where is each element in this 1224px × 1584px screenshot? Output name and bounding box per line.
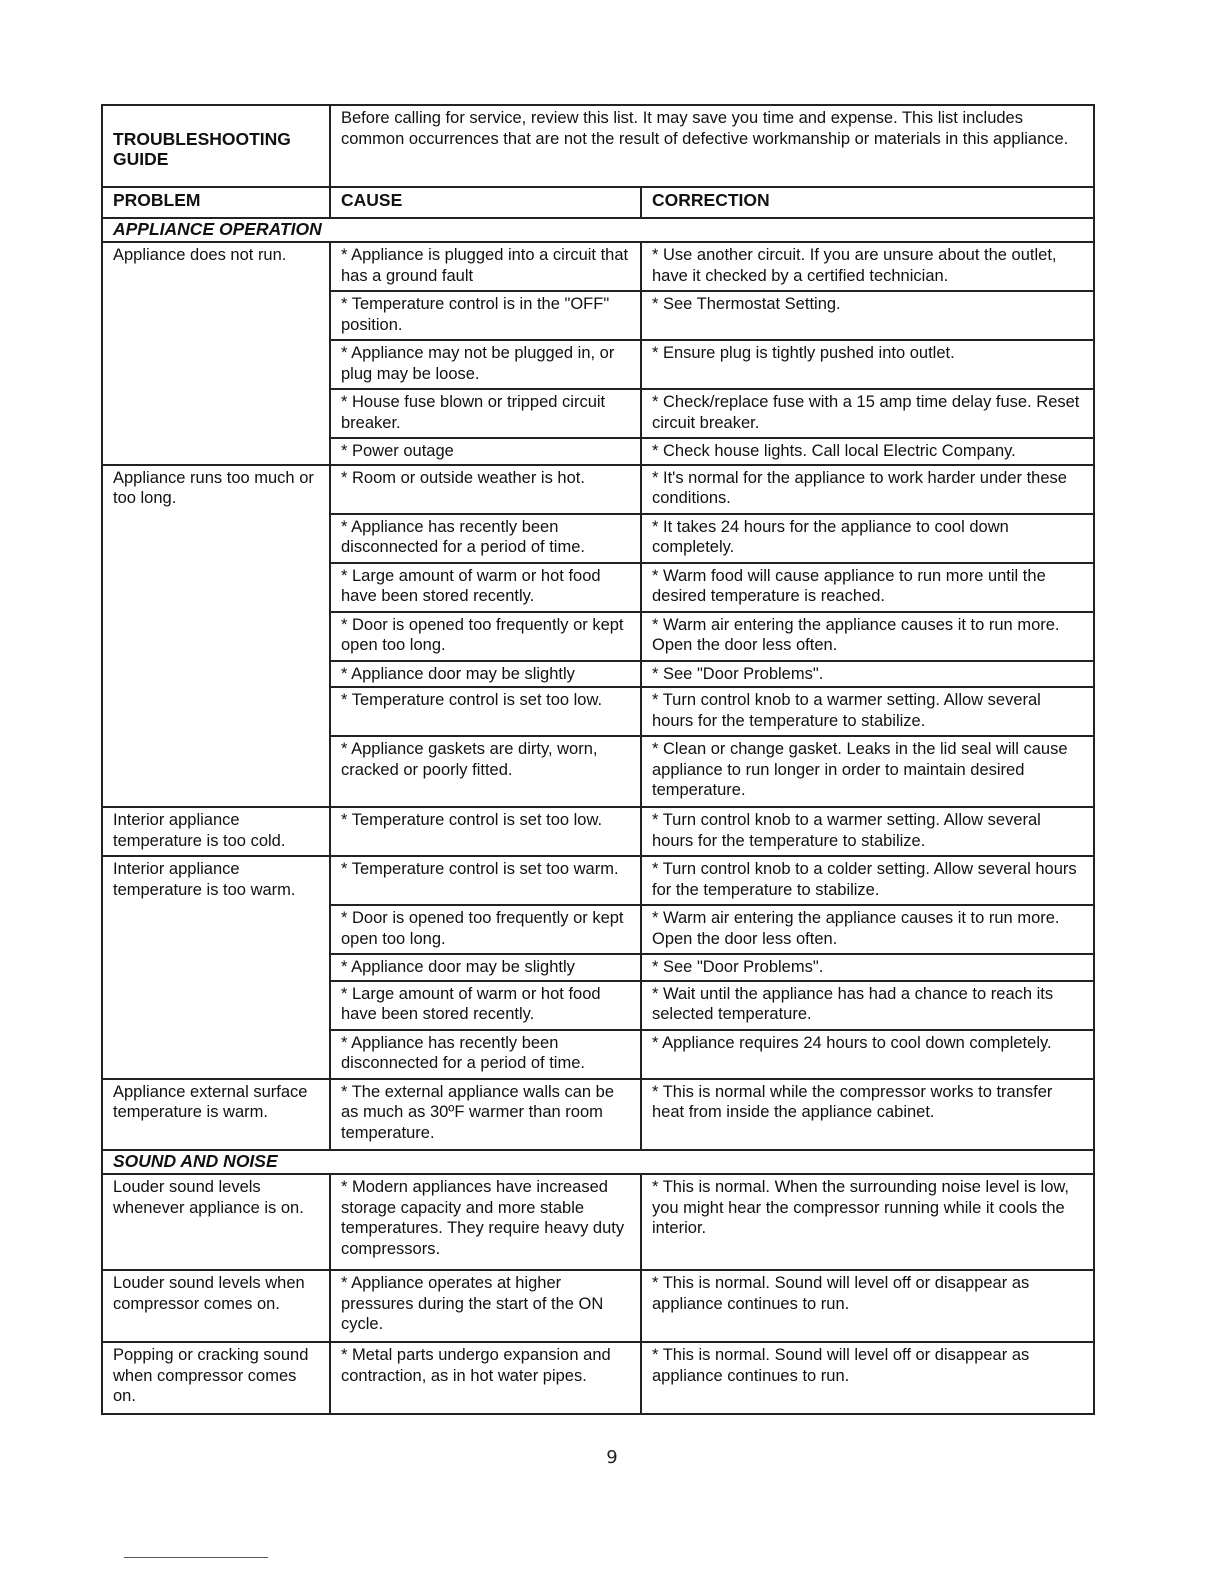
problem-cell: Louder sound levels when compressor comes on. (102, 1270, 330, 1342)
correction-cell: * Warm air entering the appliance causes it to run more. Open the door less often. (641, 905, 1094, 954)
section-sound-and-noise: SOUND AND NOISE (102, 1150, 1094, 1175)
cause-cell: * Appliance may not be plugged in, or plug may be loose. (330, 340, 641, 389)
cause-cell: * Appliance operates at higher pressures during the start of the ON cycle. (330, 1270, 641, 1342)
correction-cell: * Ensure plug is tightly pushed into outlet. (641, 340, 1094, 389)
cause-cell: * Appliance gaskets are dirty, worn, cracked or poorly fitted. (330, 736, 641, 807)
correction-cell: * This is normal. Sound will level off or disappear as appliance continues to run. (641, 1270, 1094, 1342)
correction-cell: * It takes 24 hours for the appliance to cool down completely. (641, 514, 1094, 563)
cause-cell: * The external appliance walls can be as much as 30ºF warmer than room temperature. (330, 1079, 641, 1150)
correction-cell: * Clean or change gasket. Leaks in the lid seal will cause appliance to run longer in order to maintain desired temperature. (641, 736, 1094, 807)
section-appliance-operation: APPLIANCE OPERATION (102, 218, 1094, 243)
correction-cell: * It's normal for the appliance to work harder under these conditions. (641, 465, 1094, 514)
cause-cell: * House fuse blown or tripped circuit breaker. (330, 389, 641, 438)
correction-cell: * Turn control knob to a colder setting. Allow several hours for the temperature to stabilize. (641, 856, 1094, 905)
cause-cell: * Room or outside weather is hot. (330, 465, 641, 514)
cause-cell: * Modern appliances have increased storage capacity and more stable temperatures. They require heavy duty compressors. (330, 1174, 641, 1270)
correction-cell: * Turn control knob to a warmer setting. Allow several hours for the temperature to stabilize. (641, 687, 1094, 736)
problem-cell: Appliance runs too much or too long. (102, 465, 330, 808)
correction-cell: * Wait until the appliance has had a chance to reach its selected temperature. (641, 981, 1094, 1030)
footer-rule (124, 1557, 268, 1558)
cause-cell: * Door is opened too frequently or kept open too long. (330, 612, 641, 661)
table-row (102, 242, 1094, 291)
cause-cell: * Temperature control is set too warm. (330, 856, 641, 905)
column-header-problem: PROBLEM (102, 187, 330, 218)
correction-cell: * See "Door Problems". (641, 661, 1094, 688)
table-row (102, 1079, 1094, 1150)
problem-cell: Appliance does not run. (102, 242, 330, 465)
cause-cell: * Temperature control is set too low. (330, 687, 641, 736)
table-row (102, 465, 1094, 514)
column-header-cause: CAUSE (330, 187, 641, 218)
cause-cell: * Door is opened too frequently or kept open too long. (330, 905, 641, 954)
correction-cell: * Check/replace fuse with a 15 amp time delay fuse. Reset circuit breaker. (641, 389, 1094, 438)
cause-cell: * Temperature control is set too low. (330, 807, 641, 856)
correction-cell: * Use another circuit. If you are unsure about the outlet, have it checked by a certified technician. (641, 242, 1094, 291)
cause-cell: * Appliance door may be slightly (330, 954, 641, 981)
section-row (102, 1150, 1094, 1175)
correction-cell: * See "Door Problems". (641, 954, 1094, 981)
cause-cell: * Temperature control is in the "OFF" position. (330, 291, 641, 340)
problem-cell: Louder sound levels whenever appliance is on. (102, 1174, 330, 1270)
guide-intro: Before calling for service, review this list. It may save you time and expense. This list includes common occurrences that are not the result of defective workmanship or materials in this appliance. (330, 105, 1094, 187)
section-row (102, 218, 1094, 243)
table-row (102, 1342, 1094, 1414)
cause-cell: * Large amount of warm or hot food have been stored recently. (330, 563, 641, 612)
column-header-row (102, 187, 1094, 218)
column-header-correction: CORRECTION (641, 187, 1094, 218)
correction-cell: * This is normal. When the surrounding noise level is low, you might hear the compressor running while it cools the interior. (641, 1174, 1094, 1270)
table-row (102, 1270, 1094, 1342)
troubleshooting-table (101, 104, 1095, 1415)
problem-cell: Popping or cracking sound when compressor comes on. (102, 1342, 330, 1414)
correction-cell: * Turn control knob to a warmer setting. Allow several hours for the temperature to stabilize. (641, 807, 1094, 856)
page-number: 9 (606, 1447, 618, 1468)
problem-cell: Interior appliance temperature is too cold. (102, 807, 330, 856)
cause-cell: * Power outage (330, 438, 641, 465)
correction-cell: * See Thermostat Setting. (641, 291, 1094, 340)
cause-cell: * Appliance has recently been disconnected for a period of time. (330, 514, 641, 563)
cause-cell: * Appliance is plugged into a circuit that has a ground fault (330, 242, 641, 291)
cause-cell: * Metal parts undergo expansion and contraction, as in hot water pipes. (330, 1342, 641, 1414)
table-row (102, 1174, 1094, 1270)
correction-cell: * This is normal while the compressor works to transfer heat from inside the appliance cabinet. (641, 1079, 1094, 1150)
correction-cell: * Check house lights. Call local Electric Company. (641, 438, 1094, 465)
troubleshooting-page (101, 104, 1093, 1415)
problem-cell: Appliance external surface temperature is warm. (102, 1079, 330, 1150)
problem-cell: Interior appliance temperature is too warm. (102, 856, 330, 1079)
correction-cell: * Warm air entering the appliance causes it to run more. Open the door less often. (641, 612, 1094, 661)
table-row (102, 807, 1094, 856)
title-row (102, 105, 1094, 187)
cause-cell: * Appliance door may be slightly (330, 661, 641, 688)
table-row (102, 856, 1094, 905)
guide-title: TROUBLESHOOTING GUIDE (102, 105, 330, 187)
cause-cell: * Appliance has recently been disconnected for a period of time. (330, 1030, 641, 1079)
correction-cell: * Appliance requires 24 hours to cool down completely. (641, 1030, 1094, 1079)
correction-cell: * Warm food will cause appliance to run more until the desired temperature is reached. (641, 563, 1094, 612)
correction-cell: * This is normal. Sound will level off or disappear as appliance continues to run. (641, 1342, 1094, 1414)
cause-cell: * Large amount of warm or hot food have been stored recently. (330, 981, 641, 1030)
